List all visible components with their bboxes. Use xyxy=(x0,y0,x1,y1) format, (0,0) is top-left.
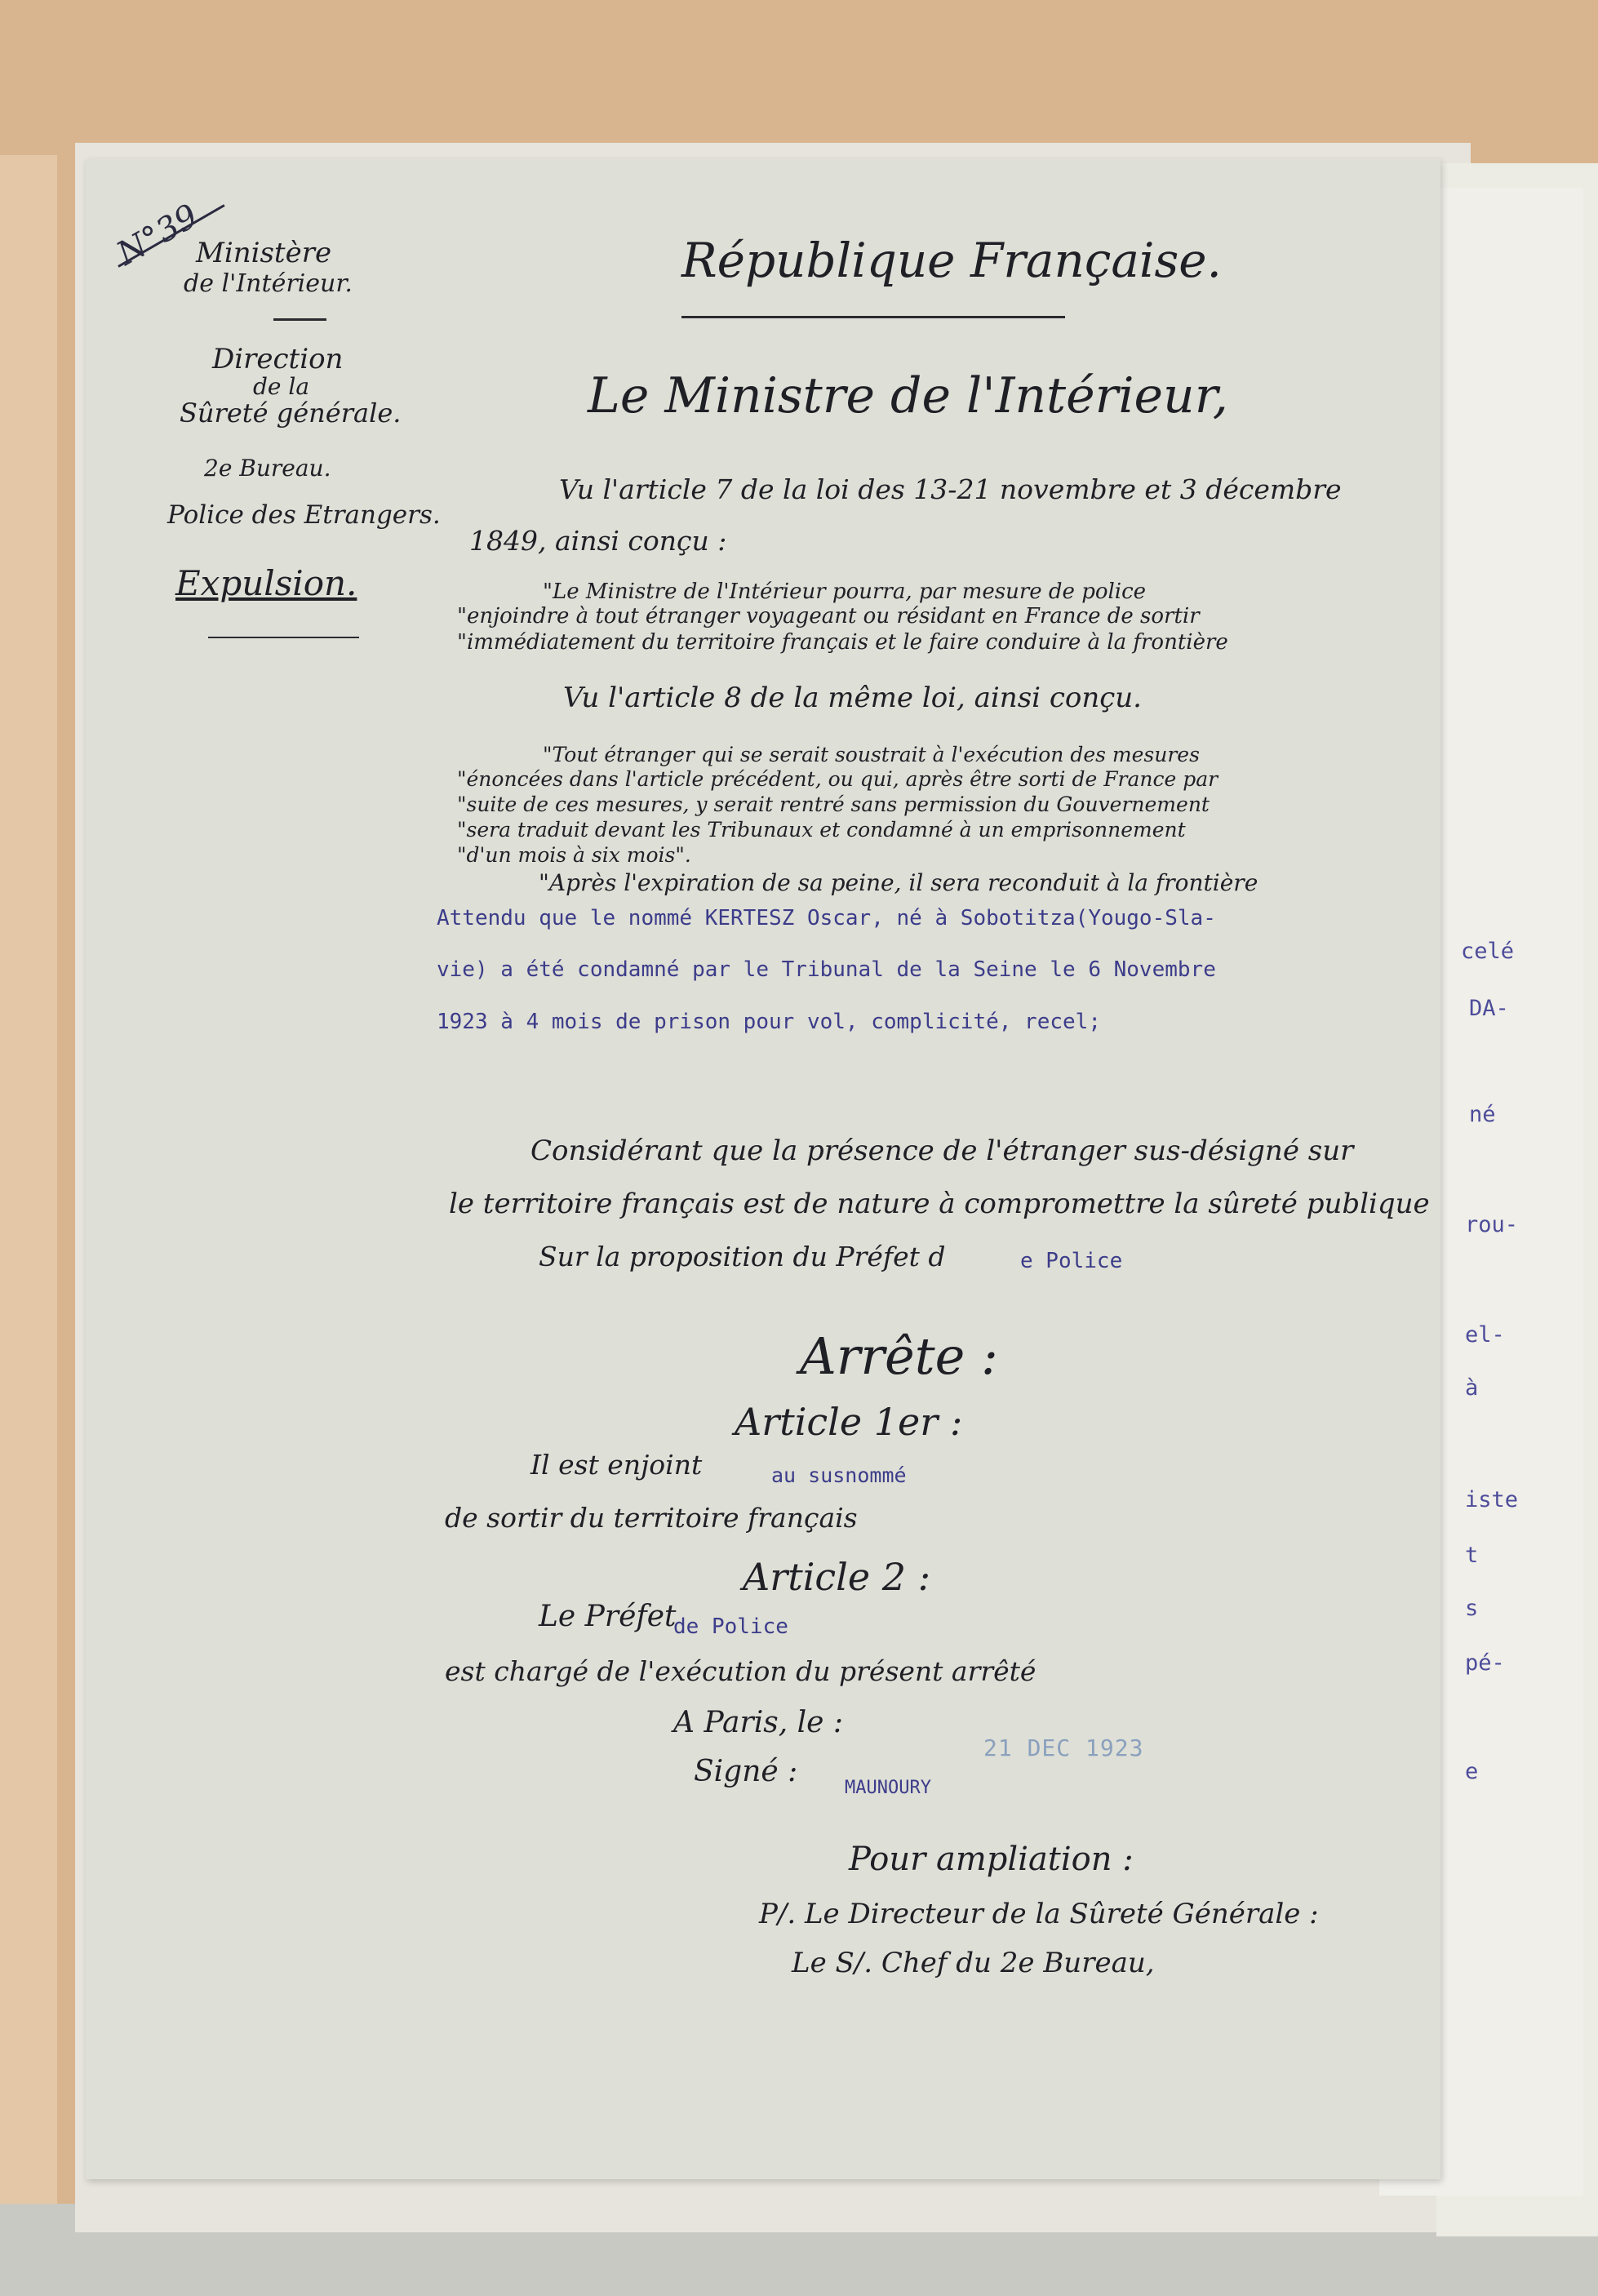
direction-label: Direction xyxy=(212,343,344,375)
arrete-heading: Arrête : xyxy=(800,1326,998,1386)
expulsion-underline xyxy=(208,637,359,638)
quote2-line: "énoncées dans l'article précédent, ou qui, après être sorti de France par xyxy=(457,767,1218,791)
document-page xyxy=(86,159,1440,2179)
divider xyxy=(273,318,326,321)
folder-edge xyxy=(0,155,57,2296)
typed-attendu-line: 1923 à 4 mois de prison pour vol, complicité, recel; xyxy=(437,1010,1101,1034)
typed-attendu-line: Attendu que le nommé KERTESZ Oscar, né à Sobotitza(Yougo-Sla- xyxy=(437,906,1216,930)
bureau-label: 2e Bureau. xyxy=(204,455,331,482)
signature-typed: MAUNOURY xyxy=(845,1778,931,1798)
quote1-line: "Le Ministre de l'Intérieur pourra, par mesure de police xyxy=(543,580,1147,604)
direction-of-label: de la xyxy=(253,373,310,400)
quote2-line: "Tout étranger qui se serait soustrait à l'exécution des mesures xyxy=(543,743,1200,766)
fragment-text: s xyxy=(1465,1596,1479,1621)
direction-name-label: Sûreté générale. xyxy=(180,397,402,429)
fragment-text: iste xyxy=(1465,1487,1519,1512)
quote2-line: "sera traduit devant les Tribunaux et condamné à un emprisonnement xyxy=(457,818,1186,842)
article2-typed: de Police xyxy=(673,1614,788,1639)
fragment-text: e xyxy=(1465,1759,1479,1784)
vu-article-7: Vu l'article 7 de la loi des 13-21 novembre et 3 décembre xyxy=(559,473,1342,505)
proposition-hw: Sur la proposition du Préfet d xyxy=(539,1241,946,1272)
fragment-text: à xyxy=(1465,1375,1479,1401)
fragment-text: rou- xyxy=(1465,1212,1519,1237)
fragment-text: el- xyxy=(1465,1322,1505,1348)
fragment-text: né xyxy=(1469,1102,1496,1127)
quote2-line: "suite de ces mesures, y serait rentré sans permission du Gouvernement xyxy=(457,793,1210,816)
title-underline xyxy=(681,316,1065,318)
date-stamp: 21 DEC 1923 xyxy=(983,1734,1144,1761)
fragment-text: celé xyxy=(1461,939,1515,964)
fragment-text: t xyxy=(1465,1543,1479,1568)
place-label: A Paris, le : xyxy=(673,1706,843,1739)
article1-text-cont: de sortir du territoire français xyxy=(445,1502,858,1534)
police-label: Police des Etrangers. xyxy=(167,500,441,530)
number-stamp: N°39 xyxy=(110,197,205,273)
article2-text: Le Préfet xyxy=(539,1600,677,1633)
signed-label: Signé : xyxy=(694,1755,798,1788)
article2-heading: Article 2 : xyxy=(743,1555,931,1599)
director-label: P/. Le Directeur de la Sûreté Générale : xyxy=(759,1898,1319,1930)
article1-heading: Article 1er : xyxy=(735,1400,963,1444)
considerant-line: Considérant que la présence de l'étranger sus-désigné sur xyxy=(530,1135,1354,1167)
republic-title: République Française. xyxy=(681,233,1222,288)
chief-label: Le S/. Chef du 2e Bureau, xyxy=(792,1947,1155,1979)
article1-typed: au susnommé xyxy=(771,1463,907,1487)
vu-article-7-cont: 1849, ainsi conçu : xyxy=(469,525,727,557)
quote1-line: "enjoindre à tout étranger voyageant ou résidant en France de sortir xyxy=(457,604,1200,628)
fragment-text: DA- xyxy=(1469,996,1509,1021)
proposition-typed: e Police xyxy=(1020,1249,1123,1273)
expulsion-label: Expulsion. xyxy=(175,563,357,603)
ministry-label: Ministère xyxy=(196,237,332,269)
typed-attendu-line: vie) a été condamné par le Tribunal de la Seine le 6 Novembre xyxy=(437,957,1216,982)
fragment-text: pé- xyxy=(1465,1650,1505,1676)
article2-text-cont: est chargé de l'exécution du présent arrêté xyxy=(445,1655,1036,1687)
quote1-line: "immédiatement du territoire français et le faire conduire à la frontière xyxy=(457,630,1228,655)
article1-text: Il est enjoint xyxy=(530,1449,703,1481)
considerant-line: le territoire français est de nature à compromettre la sûreté publique xyxy=(449,1188,1430,1220)
vu-article-8: Vu l'article 8 de la même loi, ainsi conçu. xyxy=(563,682,1142,714)
minister-title: Le Ministre de l'Intérieur, xyxy=(588,367,1228,424)
ministry-of-label: de l'Intérieur. xyxy=(184,269,353,298)
quote2-line: "Après l'expiration de sa peine, il sera reconduit à la frontière xyxy=(539,869,1258,896)
quote2-line: "d'un mois à six mois". xyxy=(457,843,691,867)
ampliation-label: Pour ampliation : xyxy=(849,1841,1134,1878)
